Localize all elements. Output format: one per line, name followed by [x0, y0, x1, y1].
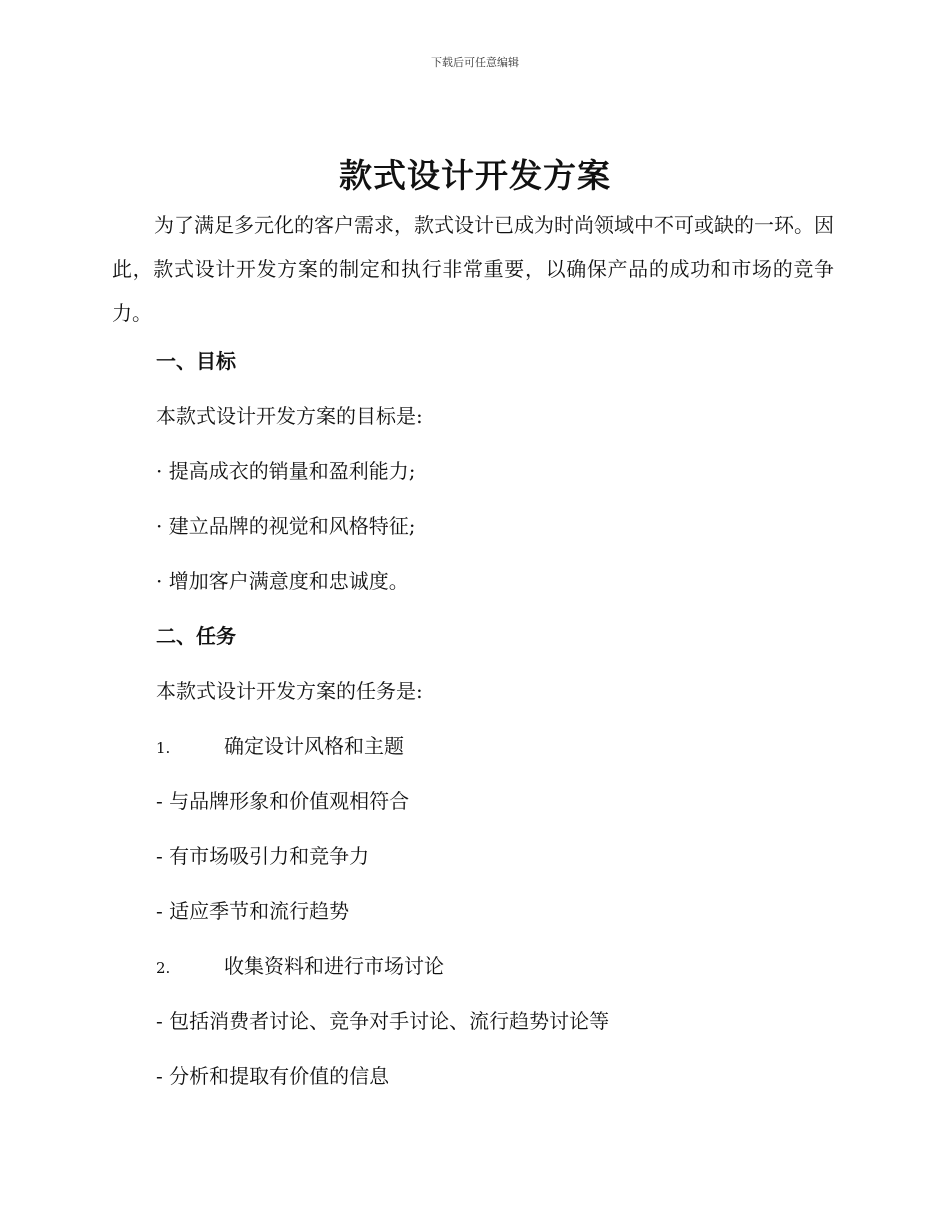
goal-item-1: · 提高成衣的销量和盈利能力; — [156, 459, 416, 483]
task-1 — [156, 730, 404, 759]
goals-lead: 本款式设计开发方案的目标是: — [156, 404, 423, 428]
goal-item-2: · 建立品牌的视觉和风格特征; — [156, 514, 416, 538]
page-header-note: 下载后可任意编辑 — [431, 56, 519, 69]
task-1-title: 确定设计风格和主题 — [224, 734, 404, 758]
task-2-title: 收集资料和进行市场讨论 — [224, 954, 444, 978]
task-1-item-3: - 适应季节和流行趋势 — [156, 899, 350, 923]
section-heading-tasks: 二、任务 — [156, 624, 236, 648]
task-1-number: 1. — [156, 739, 171, 757]
document-title: 款式设计开发方案 — [339, 156, 611, 195]
goal-item-3: · 增加客户满意度和忠诚度。 — [156, 569, 409, 593]
section-heading-goals: 一、目标 — [156, 349, 236, 373]
task-2-item-2: - 分析和提取有价值的信息 — [156, 1064, 390, 1088]
task-2-number: 2. — [156, 959, 171, 977]
task-1-item-2: - 有市场吸引力和竞争力 — [156, 844, 370, 868]
intro-paragraph: 为了满足多元化的客户需求，款式设计已成为时尚领域中不可或缺的一环。因此，款式设计开发方案的制定和执行非常重要，以确保产品的成功和市场的竞争力。 — [112, 213, 834, 325]
task-2-item-1: - 包括消费者讨论、竞争对手讨论、流行趋势讨论等 — [156, 1009, 610, 1033]
tasks-lead: 本款式设计开发方案的任务是: — [156, 679, 423, 703]
task-1-item-1: - 与品牌形象和价值观相符合 — [156, 789, 410, 813]
task-2 — [156, 950, 444, 979]
